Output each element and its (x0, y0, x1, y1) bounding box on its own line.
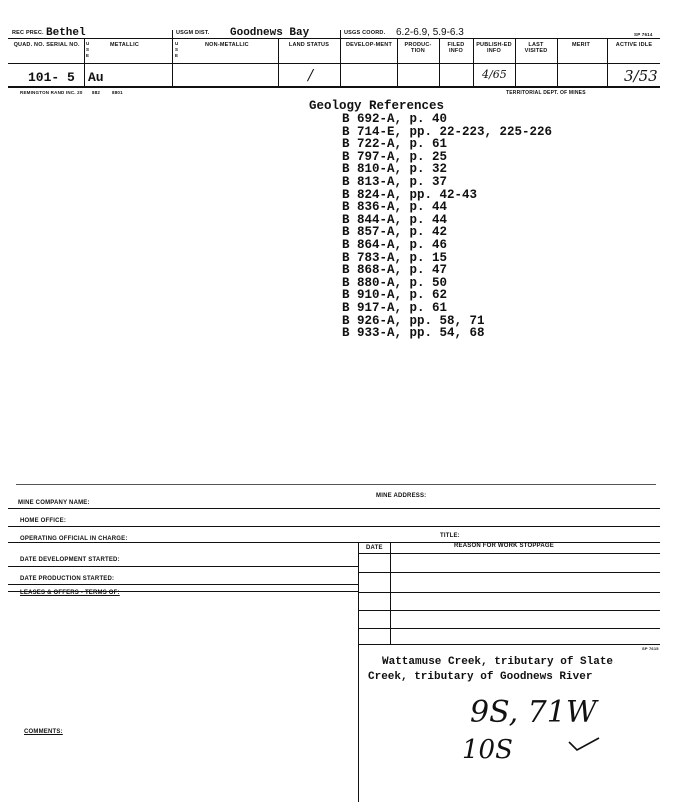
reference-item: B 824-A, pp. 42-43 (342, 187, 478, 202)
reference-item: B 722-A, p. 61 (342, 137, 448, 152)
home-office-label: HOME OFFICE: (20, 518, 67, 524)
reference-item: B 933-A, pp. 54, 68 (342, 326, 485, 341)
col-use-metallic: U S E (86, 41, 90, 58)
col-land-status: LAND STATUS (288, 42, 330, 48)
reference-item: B 917-A, p. 61 (342, 300, 448, 315)
published-value: 4/65 (482, 68, 507, 81)
header-rule-mid (8, 63, 660, 64)
form-number-2: SP 7615 (642, 646, 659, 651)
usgs-coord-label: USGS COORD. (344, 30, 386, 36)
handwritten-township-2: 10S (462, 735, 513, 765)
date-production-label: DATE PRODUCTION STARTED: (20, 576, 115, 582)
col-active-idle: ACTIVE IDLE (615, 42, 653, 48)
date-column-label: DATE (366, 545, 383, 551)
title-label: TITLE: (440, 533, 460, 539)
col-filed-info: FILED INFO (447, 42, 465, 54)
col-metallic: METALLIC (110, 42, 139, 48)
reference-item: B 692-A, p. 40 (342, 112, 448, 126)
col-published-info: PUBLISH-ED INFO (476, 42, 512, 54)
row-rule (8, 566, 358, 567)
date-development-label: DATE DEVELOPMENT STARTED: (20, 557, 120, 563)
active-value: 3/53 (624, 67, 658, 85)
reference-item: B 714-E, pp. 22-223, 225-226 (342, 124, 553, 139)
col-divider (515, 38, 516, 87)
col-merit: MERIT (572, 42, 591, 48)
reference-item: B 864-A, p. 46 (342, 237, 448, 252)
stoppage-row-rule (358, 572, 660, 573)
handwritten-township: 9S, 71W (470, 695, 597, 730)
reference-item: B 880-A, p. 50 (342, 275, 448, 290)
land-status-value: / (308, 66, 314, 84)
reference-item: B 857-A, p. 42 (342, 225, 448, 240)
usgm-dist-label: USGM DIST. (176, 30, 210, 36)
stoppage-header-rule (358, 553, 660, 554)
col-divider (607, 38, 608, 87)
reason-column-label: REASON FOR WORK STOPPAGE (454, 543, 554, 549)
reference-item: B 783-A, p. 15 (342, 250, 448, 265)
row-rule (8, 542, 660, 543)
printer-line: REMINGTON RAND INC. 20 (20, 90, 83, 95)
header-rule-top (8, 38, 660, 39)
handwritten-checkmark (565, 734, 605, 754)
rec-prec-label: REC PREC. (12, 30, 44, 36)
lower-top-rule (16, 484, 656, 485)
col-nonmetallic: NON-METALLIC (205, 42, 249, 48)
quad-serial-value: 101- 5 (28, 70, 75, 85)
reference-item: B 868-A, p. 47 (342, 263, 448, 278)
reference-item: B 926-A, pp. 58, 71 (342, 313, 485, 328)
reference-item: B 813-A, p. 37 (342, 174, 448, 189)
col-divider (340, 30, 341, 87)
references-title: Geology References (309, 99, 445, 113)
leases-label: LEASES & OFFERS - TERMS OF: (20, 590, 120, 596)
col-divider (84, 38, 85, 87)
comments-label: COMMENTS: (24, 729, 63, 735)
metallic-value: Au (88, 70, 104, 85)
geology-references (309, 100, 444, 113)
reference-item: B 836-A, p. 44 (342, 200, 448, 215)
territorial-dept: TERRITORIAL DEPT. OF MINES (506, 90, 586, 96)
stoppage-row-rule (358, 592, 660, 593)
stoppage-row-rule (358, 644, 660, 645)
row-rule (8, 526, 660, 527)
reference-item: B 810-A, p. 32 (342, 162, 448, 177)
stoppage-row-rule (358, 628, 660, 629)
col-last-visited: LAST VISITED (524, 42, 548, 54)
stoppage-left-border (358, 542, 359, 802)
col-development: DEVELOP-MENT (345, 42, 393, 48)
col-divider (557, 38, 558, 87)
usgm-dist-value: Goodnews Bay (230, 27, 310, 39)
mine-company-name-label: MINE COMPANY NAME: (18, 500, 90, 506)
printer-code-2: 8801 (112, 90, 123, 95)
col-divider (172, 30, 173, 87)
col-divider (397, 38, 398, 87)
col-use-nonmetallic: U S E (175, 41, 179, 58)
reference-item: B 910-A, p. 62 (342, 288, 448, 303)
printer-code-1: 882 (92, 90, 101, 95)
reference-item: B 797-A, p. 25 (342, 149, 448, 164)
reference-item: B 844-A, p. 44 (342, 212, 448, 227)
col-quad: QUAD. NO. (13, 42, 45, 48)
row-rule (8, 584, 358, 585)
col-production: PRODUC-TION (404, 42, 432, 54)
mine-address-label: MINE ADDRESS: (376, 493, 427, 499)
location-note: Wattamuse Creek, tributary of Slate Creek, tributary of Goodnews River (368, 656, 614, 683)
col-divider (439, 38, 440, 87)
col-serial: SERIAL NO. (46, 42, 80, 48)
header-rule-bottom (8, 86, 660, 88)
operating-official-label: OPERATING OFFICIAL IN CHARGE: (20, 536, 128, 542)
references-list (342, 113, 552, 340)
col-divider (473, 38, 474, 87)
col-divider (278, 38, 279, 87)
form-number: SP 7614 (634, 32, 653, 37)
row-rule (8, 508, 660, 509)
usgs-coord-value: 6.2-6.9, 5.9-6.3 (396, 27, 464, 38)
stoppage-row-rule (358, 610, 660, 611)
rec-prec-value: Bethel (46, 27, 86, 39)
